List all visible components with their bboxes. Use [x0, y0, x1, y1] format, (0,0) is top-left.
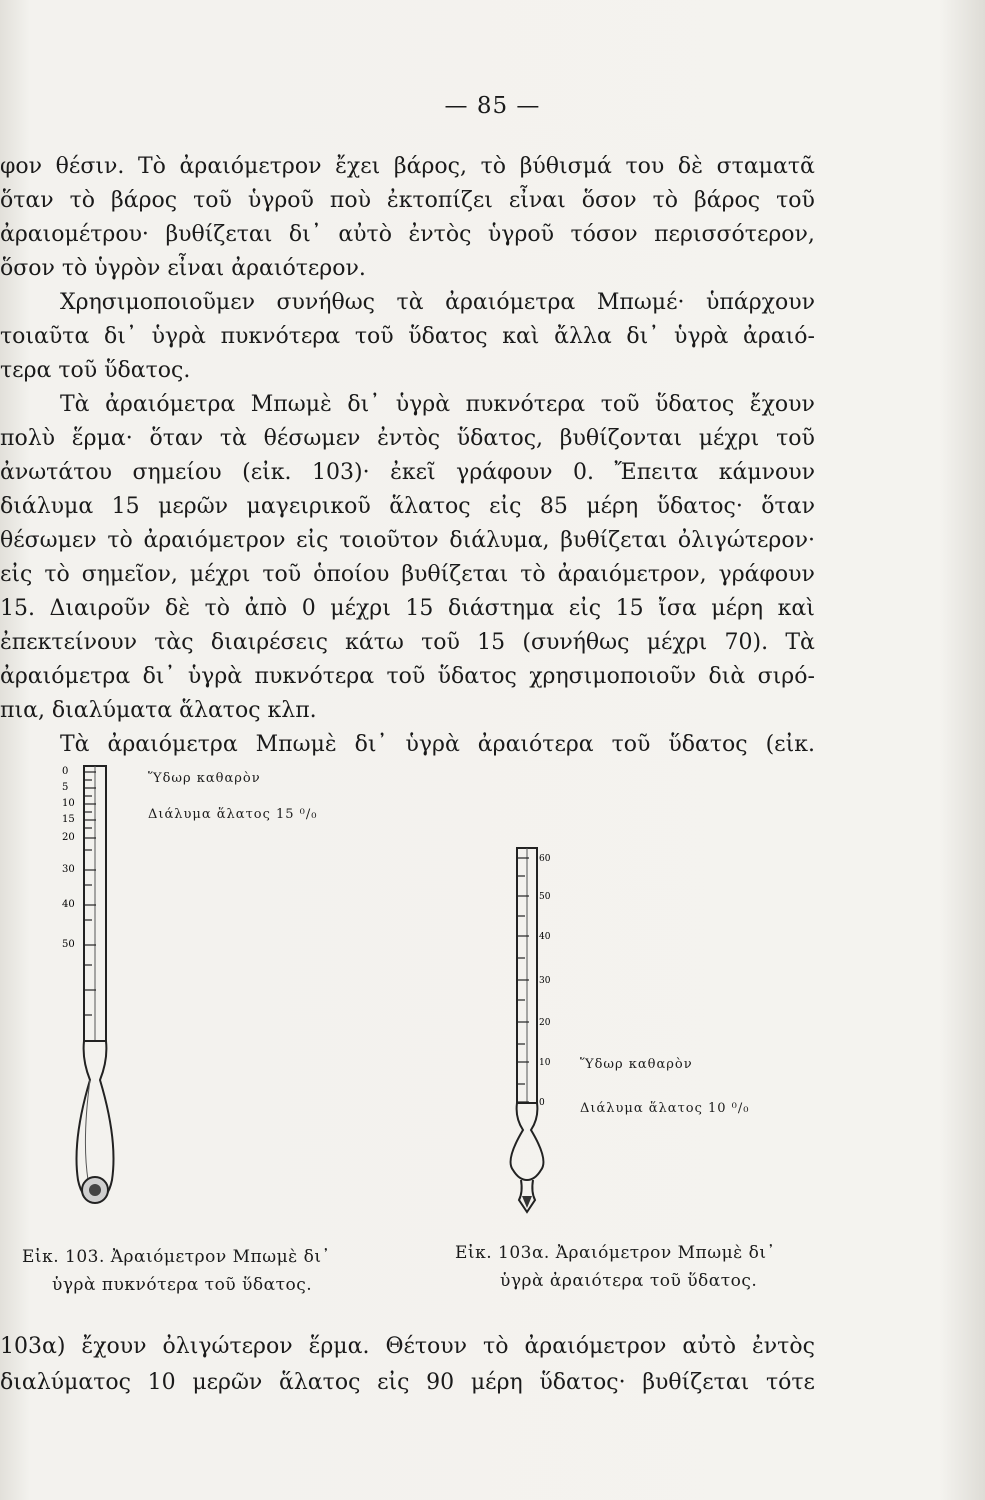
text-line: τερα τοῦ ὕδατος. — [0, 358, 191, 383]
text-line: τοιαῦτα δι᾽ ὑγρὰ πυκνότερα τοῦ ὕδατος καὶ ἄλλα δι᾽ ὑγρὰ ἀραιό- — [0, 324, 815, 349]
water-label: Ὕδωρ καθαρὸν — [580, 1057, 693, 1072]
text-line: ὅσον τὸ ὑγρὸν εἶναι ἀραιότερον. — [0, 256, 366, 281]
scale-label: 20 — [539, 1018, 551, 1028]
text-line: εἰς τὸ σημεῖον, μέχρι τοῦ ὁποίου βυθίζεται τὸ ἀραιόμετρον, γράφουν — [0, 562, 815, 587]
text-line: 15. Διαιροῦν δὲ τὸ ἀπὸ 0 μέχρι 15 διάστημα εἰς 15 ἴσα μέρη καὶ — [0, 596, 815, 621]
scale-label: 10 — [539, 1058, 551, 1068]
text-line: ἀνωτάτου σημείου (εἰκ. 103)· ἐκεῖ γράφουν 0. Ἔπειτα κάμνουν — [0, 460, 815, 485]
scale-label: 20 — [62, 832, 75, 843]
figure-caption: ὑγρὰ πυκνότερα τοῦ ὕδατος. — [52, 1275, 313, 1295]
scale-label: 50 — [539, 892, 551, 902]
text-line: Τὰ ἀραιόμετρα Μπωμὲ δι᾽ ὑγρὰ ἀραιότερα τοῦ ὕδατος (εἰκ. — [60, 732, 815, 757]
text-line: πολὺ ἕρμα· ὅταν τὰ θέσωμεν ἐντὸς ὕδατος, βυθίζονται μέχρι τοῦ — [0, 426, 815, 451]
text-line: ἀραιομέτρου· βυθίζεται δι᾽ αὐτὸ ἐντὸς ὑγροῦ τόσον περισσότερον, — [0, 222, 815, 247]
text-line: ὅταν τὸ βάρος τοῦ ὑγροῦ ποὺ ἐκτοπίζει εἶναι ὅσον τὸ βάρος τοῦ — [0, 188, 815, 213]
text-line: ἀραιόμετρα δι᾽ ὑγρὰ πυκνότερα τοῦ ὕδατος χρησιμοποιοῦν διὰ σιρό- — [0, 664, 815, 689]
scale-label: 40 — [62, 899, 75, 910]
figure-caption: Εἰκ. 103. Ἀραιόμετρον Μπωμὲ δι᾽ — [22, 1247, 331, 1267]
text-line: 103α) ἔχουν ὀλιγώτερον ἕρμα. Θέτουν τὸ ἀραιόμετρον αὐτὸ ἐντὸς — [0, 1334, 815, 1359]
scale-label: 15 — [62, 814, 75, 825]
scale-label: 5 — [62, 782, 69, 793]
text-line: ἐπεκτείνουν τὰς διαιρέσεις κάτω τοῦ 15 (συνήθως μέχρι 70). Τὰ — [0, 630, 815, 655]
figure-caption: ὑγρὰ ἀραιότερα τοῦ ὕδατος. — [500, 1271, 758, 1291]
scale-label: 10 — [62, 798, 75, 809]
text-line: διαλύματος 10 μερῶν ἅλατος εἰς 90 μέρη ὕδατος· βυθίζεται τότε — [0, 1370, 815, 1395]
text-line: Χρησιμοποιοῦμεν συνήθως τὰ ἀραιόμετρα Μπωμέ· ὑπάρχουν — [60, 290, 815, 315]
scale-label: 60 — [539, 854, 551, 864]
text-line: πια, διαλύματα ἅλατος κλπ. — [0, 698, 317, 723]
hydrometer-dense-illustration — [60, 760, 140, 1220]
text-line: φον θέσιν. Τὸ ἀραιόμετρον ἔχει βάρος, τὸ βύθισμά του δὲ σταματᾶ — [0, 154, 815, 179]
text-line: διάλυμα 15 μερῶν μαγειρικοῦ ἅλατος εἰς 85 μέρη ὕδατος· ὅταν — [0, 494, 815, 519]
scale-label: 0 — [539, 1098, 545, 1108]
scale-label: 40 — [539, 932, 551, 942]
scale-label: 30 — [62, 864, 75, 875]
scale-label: 30 — [539, 976, 551, 986]
hydrometer-light-illustration — [495, 840, 565, 1220]
scale-label: 50 — [62, 939, 75, 950]
salt-solution-label: Διάλυμα ἅλατος 10 ⁰/₀ — [580, 1101, 750, 1116]
text-line: Τὰ ἀραιόμετρα Μπωμὲ δι᾽ ὑγρὰ πυκνότερα τοῦ ὕδατος ἔχουν — [60, 392, 815, 417]
figure-caption: Εἰκ. 103α. Ἀραιόμετρον Μπωμὲ δι᾽ — [455, 1243, 776, 1263]
page-number: — 85 — — [444, 93, 541, 119]
water-label: Ὕδωρ καθαρὸν — [148, 771, 261, 786]
salt-solution-label: Διάλυμα ἅλατος 15 ⁰/₀ — [148, 807, 318, 822]
text-line: θέσωμεν τὸ ἀραιόμετρον εἰς τοιοῦτον διάλυμα, βυθίζεται ὀλιγώτερον· — [0, 528, 815, 553]
scale-label: 0 — [62, 766, 69, 777]
